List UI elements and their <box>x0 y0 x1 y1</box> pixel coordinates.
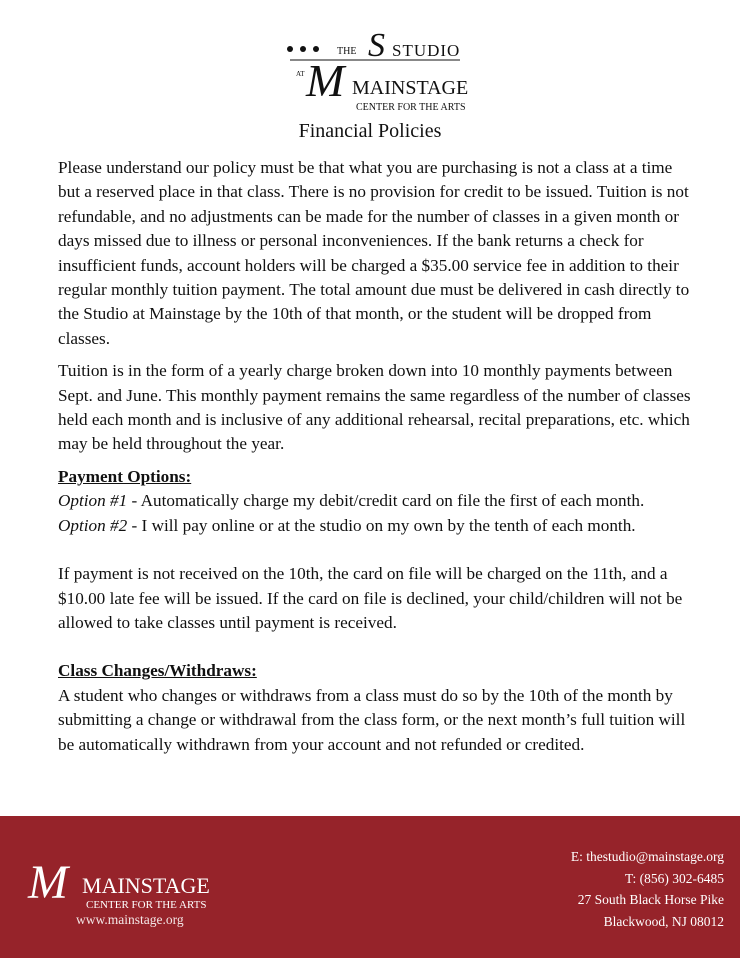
logo-center: CENTER FOR THE ARTS <box>356 102 466 113</box>
document-body <box>58 156 698 757</box>
svg-text:S: S <box>368 27 385 64</box>
contact-phone: T: (856) 302-6485 <box>624 870 724 886</box>
contact-address-2: Blackwood, NJ 08012 <box>603 913 724 929</box>
policy-paragraph: Please understand our policy must be that what you are purchasing is not a class at a time but a reserved place in that class. There is no provision for credit to be issued. Tuition is not refundable, and no adjustments can be made for the number of classes in a given month or days missed due to illness or personal inconveniences. If the bank returns a check for insufficient funds, account holders will be charged a $35.00 service fee in addition to their regular monthly tuition payment. The total amount due must be delivered in cash directly to the Studio at Mainstage by the 10th of that month, or the student will be dropped from classes. <box>58 158 690 348</box>
contact-info <box>571 846 724 932</box>
tuition-paragraph: Tuition is in the form of a yearly charge broken down into 10 monthly payments between Sept. and June. This monthly payment remains the same regardless of the number of classes held each month and is inclusive of any additional rehearsal, recital preparations, etc. which may be held throughout the year. <box>58 361 691 454</box>
studio-logo <box>0 16 740 113</box>
svg-text:M: M <box>306 55 345 106</box>
studio-logo-graphic <box>0 16 740 113</box>
logo-studio: STUDIO <box>392 41 461 60</box>
contact-address-1: 27 South Black Horse Pike <box>577 892 724 907</box>
contact-email[interactable]: E: thestudio@mainstage.org <box>570 849 724 864</box>
logo-the: THE <box>337 46 357 57</box>
page-title: Financial Policies <box>298 120 442 142</box>
svg-text:M: M <box>28 856 68 909</box>
option-2 <box>58 514 698 538</box>
logo-at: AT <box>296 70 305 78</box>
website-link[interactable]: www.mainstage.org <box>76 912 184 927</box>
option-1-label: Option #1 <box>58 491 128 511</box>
option-2-text: - I will pay online or at the studio on my own by the tenth of each month. <box>127 515 636 535</box>
payment-options-heading: Payment Options: <box>58 466 192 486</box>
option-1-text: - Automatically charge my debit/credit card on file the first of each month. <box>127 491 645 511</box>
footer <box>0 816 740 958</box>
mainstage-logo <box>26 852 236 916</box>
class-changes-paragraph: A student who changes or withdraws from a class must do so by the 10th of the month by submitting a change or withdrawal from the class form, or the next month’s full tuition will be automatically withdrawn from your account and not refunded or credited. <box>58 685 686 754</box>
logo-mainstage: MAINSTAGE <box>352 77 469 99</box>
footer-logo-mainstage: MAINSTAGE <box>82 873 210 898</box>
class-changes-heading: Class Changes/Withdraws: <box>58 661 257 681</box>
option-1 <box>58 489 698 513</box>
footer-logo-center: CENTER FOR THE ARTS <box>86 899 207 911</box>
late-payment-paragraph: If payment is not received on the 10th, the card on file will be charged on the 11th, and a $10.00 late fee will be issued. If the card on file is declined, your child/children will not be allowed to take classes until payment is received. <box>58 564 683 632</box>
option-2-label: Option #2 <box>58 515 128 535</box>
mainstage-logo-graphic <box>26 852 236 916</box>
